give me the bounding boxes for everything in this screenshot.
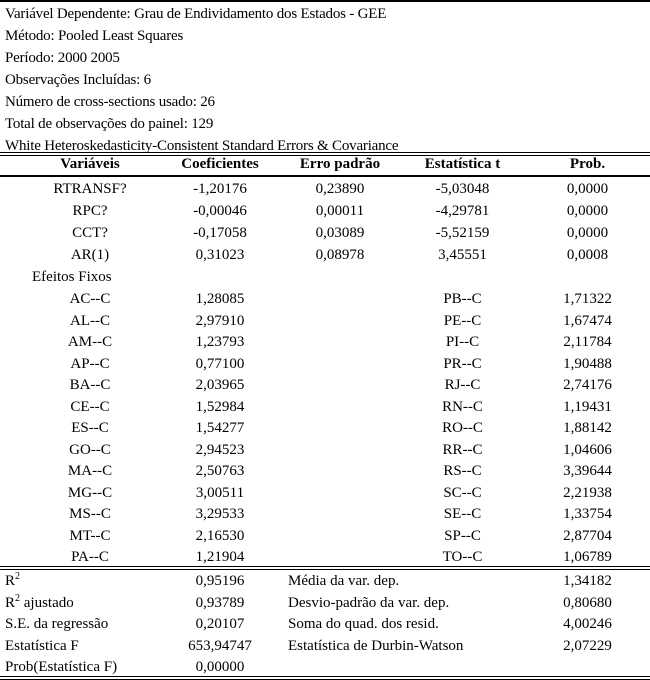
state-effect: 1,88142: [563, 420, 612, 436]
variable-name: AR(1): [70, 247, 110, 263]
fixed-effect-row: [0, 439, 650, 461]
fixed-effect-row: [0, 503, 650, 525]
stat-label: [5, 635, 79, 657]
state-effect: 1,06789: [563, 549, 612, 565]
state-label: PB--C: [443, 291, 482, 307]
stat-label-2: Média da var. dep.: [288, 573, 400, 589]
stat-value: 0,20107: [195, 616, 245, 632]
observations-included: Observações Incluídas: 6: [5, 72, 151, 88]
state-effect: 3,39644: [563, 463, 612, 479]
stat-value: 0,93789: [195, 594, 245, 611]
header-variables: Variáveis: [60, 156, 120, 172]
variable-name: RPC?: [72, 203, 108, 219]
coefficient: -0,17058: [193, 225, 247, 241]
superscript: 2: [15, 592, 21, 604]
stat-value-2: 0,80680: [563, 594, 612, 611]
state-label: GO--C: [69, 441, 111, 458]
state-label: AM--C: [67, 334, 113, 350]
state-effect: 1,90488: [563, 355, 612, 372]
state-label: RR--C: [442, 441, 483, 458]
header-prob: Prob.: [569, 156, 606, 172]
stat-value: 653,94747: [188, 637, 252, 654]
bottom-rule: [0, 676, 650, 680]
state-label: MA--C: [67, 463, 113, 479]
stat-value-2: 4,00246: [563, 616, 612, 632]
stat-label-text: S.E. da regressão: [5, 616, 109, 632]
superscript: 2: [15, 571, 21, 582]
state-effect: 1,71322: [563, 291, 612, 307]
fixed-effect-row: [0, 396, 650, 418]
std-error: 0,08978: [315, 247, 365, 263]
prob: 0,0008: [566, 247, 609, 263]
stat-value: 0,95196: [195, 573, 245, 589]
header-bottom-rule: [0, 175, 650, 177]
fixed-effect-row: [0, 525, 650, 547]
state-effect: 1,33754: [563, 506, 612, 522]
prob: 0,0000: [566, 225, 609, 241]
state-label: MT--C: [69, 527, 111, 544]
state-label: AL--C: [70, 312, 110, 329]
state-effect: 2,97910: [195, 312, 245, 329]
state-effect: 2,74176: [563, 377, 612, 393]
fixed-effects-label-row: [0, 266, 650, 288]
stat-label-text: Estatística F: [5, 637, 79, 654]
state-label: RO--C: [442, 420, 483, 436]
stat-label-text: Prob(Estatística F): [5, 659, 118, 675]
top-rule: [0, 0, 650, 2]
t-stat: -5,52159: [435, 225, 490, 241]
prob: 0,0000: [566, 181, 609, 197]
fixed-effect-row: [0, 310, 650, 332]
fixed-effect-row: [0, 482, 650, 504]
coefficient: -0,00046: [193, 203, 247, 219]
state-effect: 3,29533: [195, 506, 245, 522]
stat-row: [0, 592, 650, 614]
state-effect: 1,67474: [563, 312, 612, 329]
period: Período: 2000 2005: [5, 50, 120, 66]
stat-label-2: Estatística de Durbin-Watson: [288, 637, 464, 654]
stat-value-2: 1,34182: [563, 573, 612, 589]
stat-label: [5, 570, 20, 592]
state-effect: 1,19431: [563, 398, 612, 415]
stat-value-2: 2,07229: [563, 637, 612, 654]
stat-label-2: Soma do quad. dos resid.: [288, 616, 439, 632]
fixed-effect-row: [0, 353, 650, 375]
state-label: PE--C: [443, 312, 482, 329]
state-effect: 1,21904: [195, 549, 245, 565]
variable-name: RTRANSF?: [53, 181, 127, 197]
state-effect: 2,03965: [195, 377, 245, 393]
total-panel-observations: Total de observações do painel: 129: [5, 116, 214, 132]
t-stat: -4,29781: [435, 203, 490, 219]
stat-label: [5, 656, 117, 678]
state-effect: 3,00511: [195, 484, 245, 501]
method: Método: Pooled Least Squares: [5, 28, 184, 44]
fixed-effect-row: [0, 288, 650, 310]
state-effect: 1,28085: [195, 291, 245, 307]
stat-label-text: R: [5, 573, 16, 589]
table-header: [0, 156, 650, 176]
state-effect: 2,16530: [195, 527, 245, 544]
state-label: ES--C: [71, 420, 109, 436]
coefficient: 0,31023: [195, 247, 245, 263]
state-label: AP--C: [70, 355, 110, 372]
state-label: BA--C: [69, 377, 111, 393]
variable-name: CCT?: [72, 225, 108, 241]
state-label: SC--C: [443, 484, 482, 501]
state-effect: 2,21938: [563, 484, 612, 501]
state-effect: 1,54277: [195, 420, 245, 436]
state-label: SP--C: [444, 527, 481, 544]
fixed-effect-row: [0, 460, 650, 482]
fixed-effects-label: Efeitos Fixos: [32, 269, 112, 285]
stat-label: [5, 592, 74, 614]
state-effect: 2,11784: [563, 334, 612, 350]
table-row: [0, 222, 650, 244]
state-effect: 0,77100: [195, 355, 245, 372]
state-label: MS--C: [69, 506, 111, 522]
dependent-variable: Variável Dependente: Grau de Endividamento dos Estados - GEE: [5, 6, 387, 22]
stat-label-2: Desvio-padrão da var. dep.: [288, 594, 450, 611]
stat-row: [0, 656, 650, 678]
standard-errors-note: White Heteroskedasticity-Consistent Standard Errors & Covariance: [5, 138, 399, 154]
state-effect: 2,94523: [195, 441, 245, 458]
state-effect: 1,52984: [195, 398, 245, 415]
model-info: [5, 3, 398, 157]
table-row: [0, 200, 650, 222]
stat-label-text: R: [5, 594, 16, 611]
state-label: AC--C: [69, 291, 111, 307]
header-coefficients: Coeficientes: [181, 156, 259, 172]
table-row: [0, 244, 650, 266]
stat-value: 0,00000: [195, 659, 245, 675]
stat-row: [0, 570, 650, 592]
cross-sections: Número de cross-sections usado: 26: [5, 94, 215, 110]
state-label: RS--C: [443, 463, 482, 479]
state-label: RJ--C: [444, 377, 481, 393]
header-std-error: Erro padrão: [299, 156, 381, 172]
state-label: TO--C: [442, 549, 483, 565]
state-label: PR--C: [443, 355, 482, 372]
fixed-effect-row: [0, 374, 650, 396]
stat-row: [0, 613, 650, 635]
state-effect: 1,04606: [563, 441, 612, 458]
fixed-effect-row: [0, 546, 650, 568]
std-error: 0,00011: [315, 203, 365, 219]
state-label: SE--C: [443, 506, 482, 522]
table-row: [0, 178, 650, 200]
t-stat: -5,03048: [435, 181, 490, 197]
stat-row: [0, 635, 650, 657]
std-error: 0,03089: [315, 225, 365, 241]
stat-label-suffix: ajustado: [20, 594, 74, 611]
state-label: CE--C: [70, 398, 110, 415]
state-effect: 2,50763: [195, 463, 245, 479]
prob: 0,0000: [566, 203, 609, 219]
fixed-effect-row: [0, 417, 650, 439]
coefficient: -1,20176: [193, 181, 247, 197]
t-stat: 3,45551: [438, 247, 487, 263]
state-label: RN--C: [442, 398, 483, 415]
state-effect: 1,23793: [195, 334, 245, 350]
state-label: PA--C: [71, 549, 109, 565]
fixed-effect-row: [0, 331, 650, 353]
std-error: 0,23890: [315, 181, 365, 197]
state-label: PI--C: [445, 334, 480, 350]
state-effect: 2,87704: [563, 527, 612, 544]
stat-label: [5, 613, 108, 635]
state-label: MG--C: [67, 484, 113, 501]
header-t-stat: Estatística t: [424, 156, 501, 172]
